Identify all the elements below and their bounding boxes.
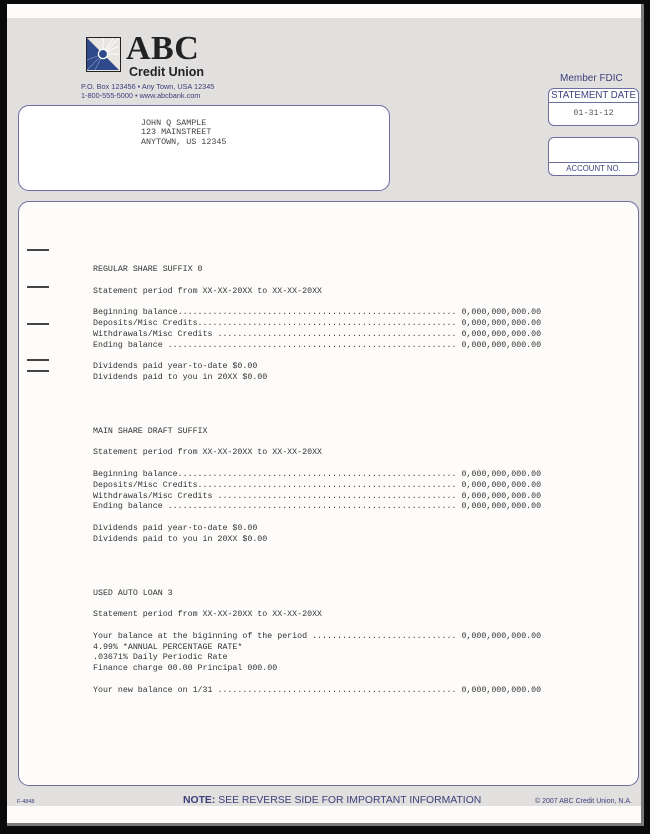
beginning-balance-line: Beginning balance........................................................ 0,000,000,000.00 [93,469,542,479]
credit-union-logo-icon [86,37,121,72]
account-title: USED AUTO LOAN 3 [93,588,173,598]
deposits-line: Deposits/Misc Credits.................................................... 0,000,000,000.00 [93,480,542,490]
account-section-auto-loan [93,589,541,697]
account-title: MAIN SHARE DRAFT SUFFIX [93,426,208,436]
account-title: REGULAR SHARE SUFFIX 0 [93,265,203,274]
statement-date-box [548,88,639,126]
brand-name: ABC [126,30,200,67]
dividends-ytd-line: Dividends paid year-to-date $0.00 [93,523,258,533]
apr-line: 4.99% *ANNUAL PERCENTAGE RATE* [93,642,243,652]
new-balance-line: Your new balance on 1/31 ................................................ 0,000,000,000.00 [93,685,542,695]
statement-date-value: 01-31-12 [573,108,614,118]
fold-mark [27,286,49,288]
footer-note [183,795,481,806]
statement-period: Statement period from XX-XX-20XX to XX-XX-20XX [93,286,323,296]
recipient-city: ANYTOWN, US 12345 [141,136,227,147]
statement-content [93,265,541,697]
fold-mark [27,359,49,361]
contact-line: 1-800-555-5000 • www.abcbank.com [81,91,201,100]
recipient-street: 123 MAINSTREET [141,127,212,138]
dividends-year-line: Dividends paid to you in 20XX $0.00 [93,372,268,382]
address-line: P.O. Box 123456 • Any Town, USA 12345 [81,82,215,91]
dividends-year-line: Dividends paid to you in 20XX $0.00 [93,534,268,544]
statement-period: Statement period from XX-XX-20XX to XX-XX-20XX [93,610,323,620]
brand-subtitle: Credit Union [129,65,204,79]
statement-period: Statement period from XX-XX-20XX to XX-XX-20XX [93,448,323,458]
deposits-line: Deposits/Misc Credits.................................................... 0,000,000,000.00 [93,318,542,328]
statement-form [7,18,641,806]
withdrawals-line: Withdrawals/Misc Credits ................................................ 0,000,000,000.00 [93,329,542,339]
account-section-main-share-draft [93,427,541,546]
account-number-box [548,137,639,176]
fold-mark [27,323,49,325]
statement-page [7,4,644,826]
beginning-balance-line: Your balance at the biginning of the period ............................. 0,000,000,000.00 [93,631,542,641]
beginning-balance-line: Beginning balance........................................................ 0,000,000,000.00 [93,308,542,318]
copyright: © 2007 ABC Credit Union, N.A. [535,798,632,805]
finance-charge-line: Finance charge 00.00 Principal 000.00 [93,664,278,674]
member-fdic-label: Member FDIC [560,73,623,84]
statement-body [18,201,639,786]
statement-date-label: STATEMENT DATE [549,89,638,103]
form-code: F-4848 [17,799,35,805]
ending-balance-line: Ending balance .......................................................... 0,000,000,000.00 [93,502,542,512]
recipient-name: JOHN Q SAMPLE [141,118,207,128]
daily-rate-line: .03671% Daily Periodic Rate [93,653,228,663]
fold-mark [27,370,49,372]
withdrawals-line: Withdrawals/Misc Credits ................................................ 0,000,000,000.00 [93,491,542,501]
ending-balance-line: Ending balance .......................................................... 0,000,000,000.00 [93,340,542,350]
note-label: NOTE: [183,795,216,806]
fold-mark [27,249,49,251]
dividends-ytd-line: Dividends paid year-to-date $0.00 [93,362,258,372]
account-section-regular-share [93,265,541,384]
account-number-label: ACCOUNT NO. [549,162,638,175]
mailing-address-window [18,105,390,191]
note-text: SEE REVERSE SIDE FOR IMPORTANT INFORMATION [215,795,482,806]
